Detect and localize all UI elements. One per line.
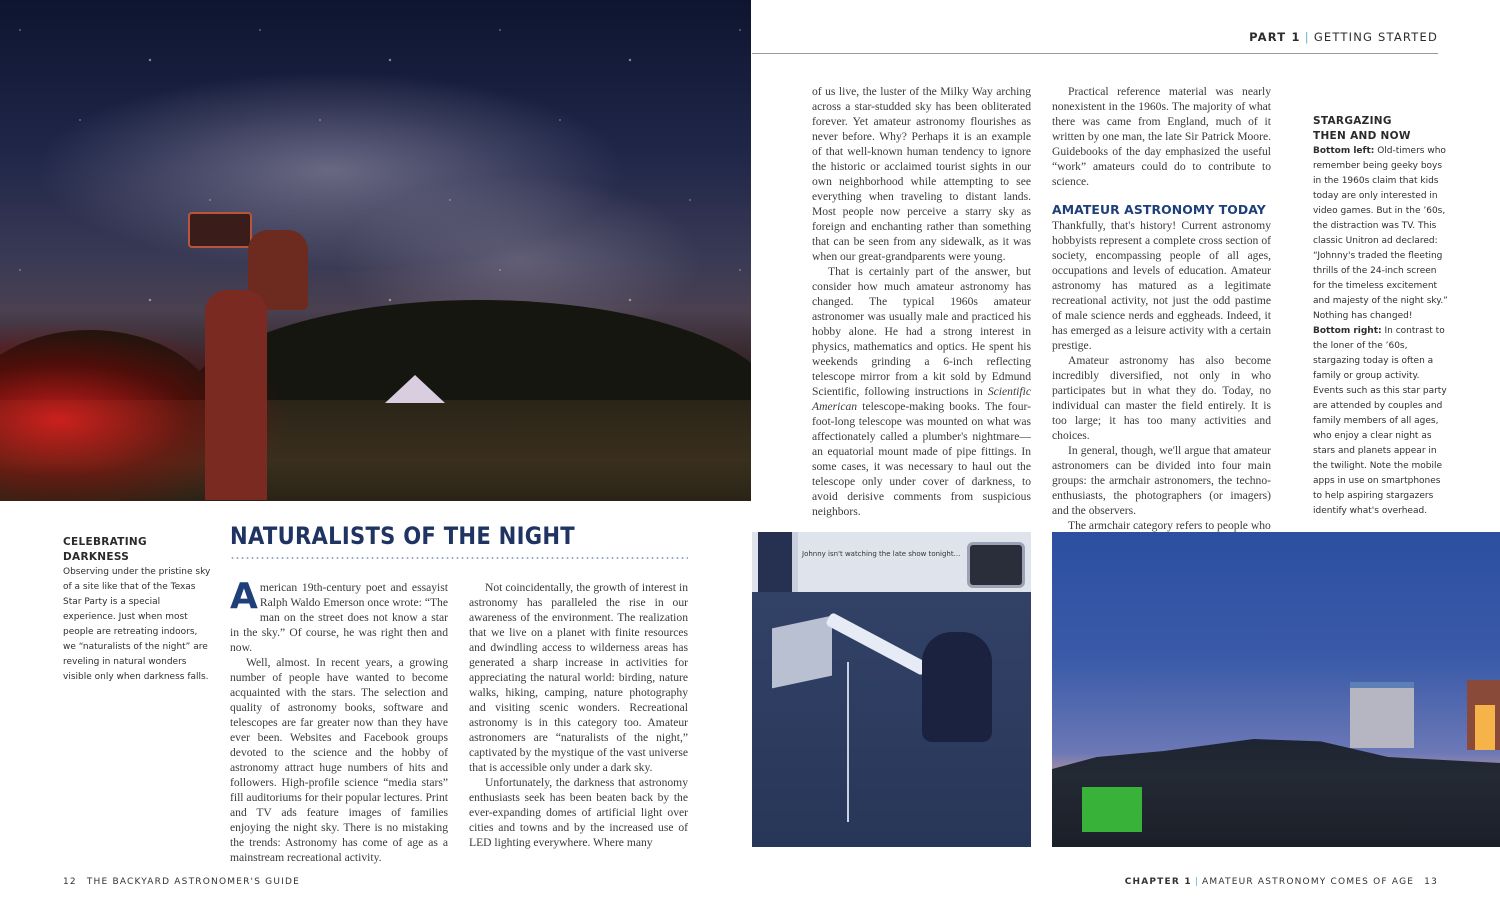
tv-icon bbox=[967, 542, 1025, 588]
drop-cap: A bbox=[230, 576, 258, 617]
paragraph: Amateur astronomy has also become incredibly diversified, not only in who participates but in what they do. Today, no individual can master the field entirely. It is too large; it has too many activities and choices. bbox=[1052, 354, 1271, 442]
paragraph: Unfortunately, the darkness that astronomy enthusiasts seek has been beaten back by the ever-expanding domes of artificial light over cities and towns and by the increased use of LED lighting everywhere. Where many bbox=[469, 776, 688, 849]
caption-text: In contrast to the loner of the ’60s, stargazing today is often a family or group activity. Events such as this star party are attended by couples and family members of all ages, who enjoy a clear night as stars and planets appear in the twilight. Note the mobile apps in use on smartphones to help aspiring stargazers identify what's overhead. bbox=[1313, 326, 1447, 516]
twilight-star-party-photo bbox=[1052, 532, 1500, 847]
paragraph: In general, though, we'll argue that amateur astronomers can be divided into four main groups: the armchair astronomers, the techno-enthusiasts, the photographers (or imagers) and the observers. bbox=[1052, 444, 1271, 517]
paragraph: Well, almost. In recent years, a growing number of people have wanted to become acquainted with the stars. The selection and quality of astronomy books, software and telescopes are far greater now than they have ever been. Websites and Facebook groups devoted to the science and the hobby of astronomy attract huge numbers of hits and followers. High-profile science “media stars” fill auditoriums for their popular lectures. Print and TV ads feature images of families enjoying the night sky. There is no mistaking the trends: Astronomy has come of age as a mainstream recreational activity. bbox=[230, 656, 448, 864]
body-column-2 bbox=[1052, 84, 1271, 533]
italic-title: Scientific American bbox=[812, 385, 1031, 413]
paragraph: Not coincidentally, the growth of interest in astronomy has paralleled the rise in our awareness of the environment. The realization that we live on a planet with finite resources and dwindling access to wilderness areas has generated a sharp increase in activities for appreciating the natural world: birding, nature walks, hiking, camping, nature photography and visiting scenic wonders. Recreational astronomy is in this category too. Amateur astronomers are “naturalists of the night,” captivated by the mystique of the vast universe that is accessible only under a dark sky. bbox=[469, 581, 688, 774]
chapter-title: AMATEUR ASTRONOMY COMES OF AGE bbox=[1202, 877, 1415, 887]
body-column-1 bbox=[812, 84, 1031, 519]
text-run: merican 19th-century poet and essayist Ralph Waldo Emerson once wrote: “The man on the street does not know a star in the sky.” Of course, he was right then and now. bbox=[230, 581, 448, 654]
paragraph: Thankfully, that's history! Current astronomy hobbyists represent a complete cross section of society, encompassing people of all ages, occupations and levels of education. Amateur astronomy has matured as a legitimate recreational activity, not just the odd pastime of male science nerds and eggheads. Indeed, it has emerged as a leisure activity with a certain prestige. bbox=[1052, 219, 1271, 352]
paragraph bbox=[812, 264, 1031, 519]
lit-door bbox=[1475, 705, 1495, 750]
part-label: PART 1 bbox=[1249, 30, 1301, 44]
header-rule bbox=[752, 53, 1438, 54]
running-head bbox=[1249, 30, 1438, 44]
boy-at-telescope bbox=[922, 632, 992, 742]
sidebar-stargazing bbox=[1313, 114, 1448, 519]
separator: | bbox=[1304, 30, 1310, 44]
separator: | bbox=[1194, 877, 1200, 887]
body-column-4 bbox=[469, 580, 688, 850]
star-party-milky-way-photo bbox=[0, 0, 751, 501]
folio-left bbox=[63, 877, 300, 887]
building-lit bbox=[1467, 680, 1500, 750]
paragraph bbox=[230, 576, 448, 655]
paragraph: of us live, the luster of the Milky Way arching across a star-studded sky has been obliterated forever. Yet amateur astronomy flourishes as never before. Why? Perhaps it is an example of that well-known human tendency to ignore the historic or acclaimed tourist sights in our own neighborhood while attempting to see everything when traveling to distant lands. Most people now perceive a starry sky as foreign and enchanting rather than something that can be seen from any sidewalk, as it was when our great-grandparents were young. bbox=[812, 85, 1031, 263]
ad-window bbox=[758, 532, 798, 592]
page-number: 12 bbox=[63, 877, 77, 887]
text-run: telescope-making books. The four-foot-long telescope was mounted on what was affectionately called a plumber's nightmare—an equatorial mount made of pipe fittings. In some cases, it was necessary to haul out the telescope only under cover of darkness, to avoid derisive comments from suspicious neighbors. bbox=[812, 400, 1031, 518]
ad-caption: Johnny isn't watching the late show tonight... bbox=[802, 550, 961, 558]
sidebar-text: Observing under the pristine sky of a site like that of the Texas Star Party is a special experience. Just when most people are retreating indoors, we “naturalists of the night” are reveling in natural wonders visible only when darkness falls. bbox=[63, 567, 211, 682]
paragraph: The armchair category refers to people who bbox=[1068, 519, 1271, 532]
sidebar-celebrating-darkness bbox=[63, 535, 213, 685]
chapter-label: CHAPTER 1 bbox=[1124, 877, 1192, 887]
observer-standing bbox=[205, 290, 267, 500]
dobsonian-telescope bbox=[188, 212, 252, 248]
body-column-3 bbox=[230, 576, 448, 865]
telescope-case bbox=[772, 616, 832, 689]
telescope-tripod bbox=[847, 662, 929, 822]
page-number: 13 bbox=[1424, 877, 1438, 887]
sidebar-title: CELEBRATING DARKNESS bbox=[63, 536, 147, 563]
caption-lead: Bottom right: bbox=[1313, 326, 1382, 336]
article-headline: NATURALISTS OF THE NIGHT bbox=[230, 522, 575, 550]
caption-text: Old-timers who remember being geeky boys in the 1960s claim that kids today are only interested in video games. But in the ’60s, the distraction was TV. This classic Unitron ad declared: “Johnny's traded the fleeting thrills of the 24-inch screen for the timeless excitement and majesty of the night sky.” Nothing has changed! bbox=[1313, 146, 1448, 321]
subhead: AMATEUR ASTRONOMY TODAY bbox=[1052, 202, 1266, 217]
dotted-rule bbox=[230, 557, 688, 559]
green-chair bbox=[1082, 787, 1142, 832]
unitron-ad-photo bbox=[752, 532, 1031, 847]
book-title: THE BACKYARD ASTRONOMER'S GUIDE bbox=[86, 877, 301, 887]
sidebar-text bbox=[1313, 144, 1448, 519]
sidebar-title: STARGAZING bbox=[1313, 115, 1392, 127]
caption-lead: Bottom left: bbox=[1313, 146, 1375, 156]
text-run: That is certainly part of the answer, but consider how much amateur astronomy has changed. The typical 1960s amateur astronomer was usually male and practiced his hobby alone. He had a strong interest in physics, mathematics and optics. He spent his weekends grinding a 6-inch reflecting telescope mirror from a kit sold by Edmund Scientific, following instructions in bbox=[812, 265, 1031, 398]
folio-right bbox=[1125, 877, 1438, 887]
part-title: GETTING STARTED bbox=[1313, 30, 1438, 44]
paragraph: Practical reference material was nearly nonexistent in the 1960s. The majority of what there was came from England, much of it written by one man, the late Sir Patrick Moore. Guidebooks of the day emphasized the useful “work” amateurs could do to contribute to science. bbox=[1052, 85, 1271, 188]
sidebar-title: THEN AND NOW bbox=[1313, 130, 1411, 142]
observatory-shed bbox=[1350, 682, 1414, 748]
